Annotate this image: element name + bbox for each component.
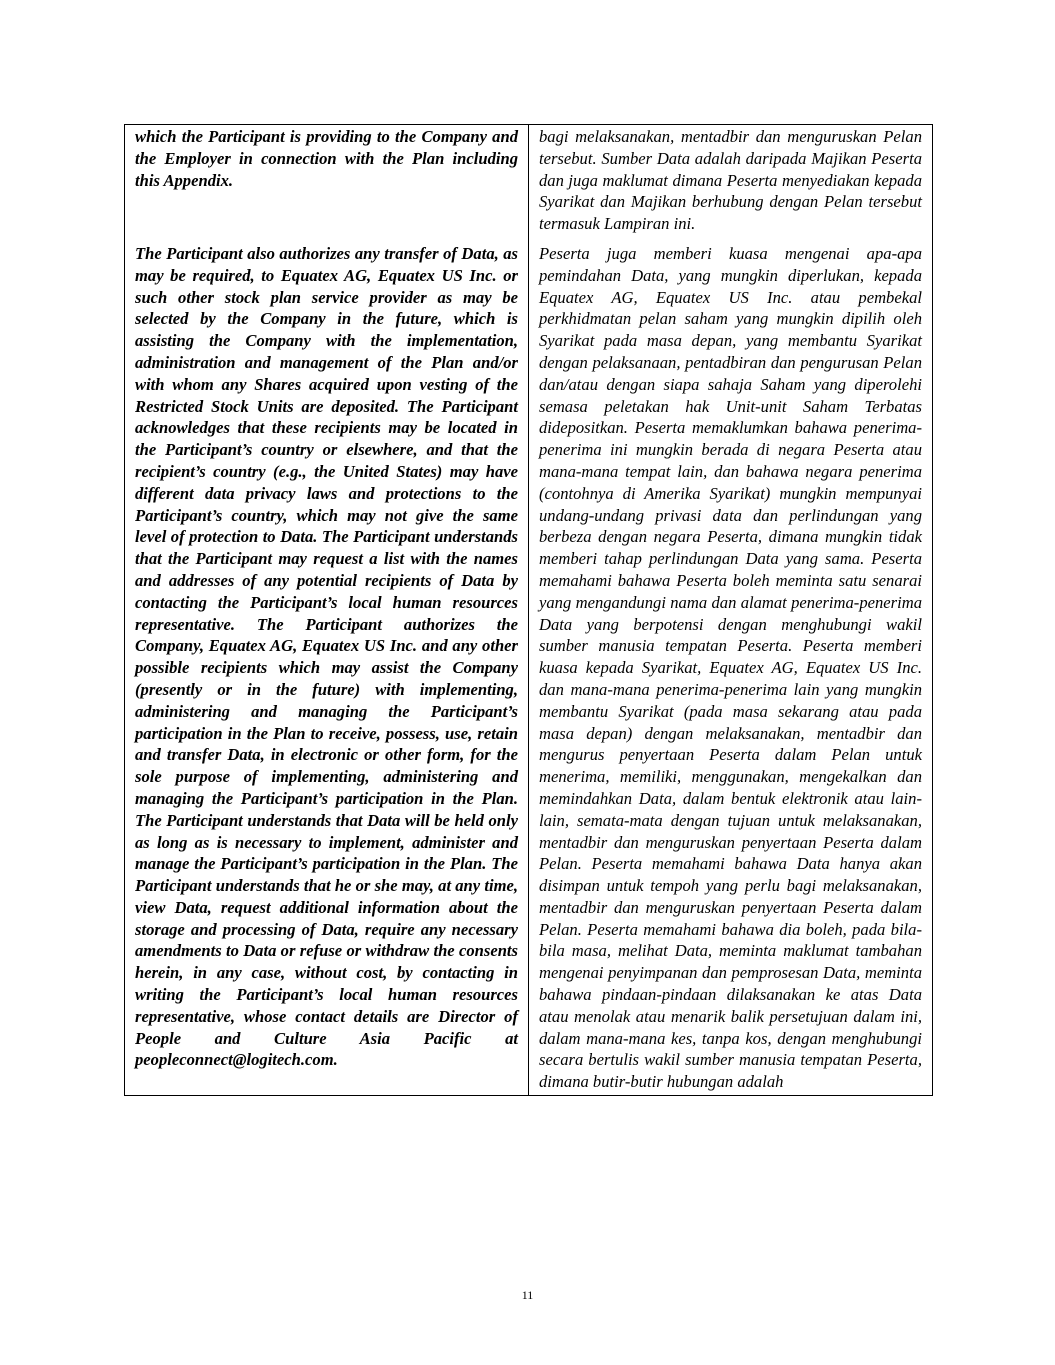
english-cell — [125, 125, 529, 243]
malay-cell — [529, 125, 933, 243]
malay-paragraph: Peserta juga memberi kuasa mengenai apa-apa pemindahan Data, yang mungkin diperlukan, kepada Equatex AG, Equatex US Inc. atau pembekal perkhidmatan pelan saham yang mungkin dipilih oleh Syarikat pada masa depan, yang membantu Syarikat dengan pelaksanaan, pentadbiran dan pengurusan Pelan dan/atau dengan siapa sahaja Saham yang diperolehi semasa peletakan hak Unit-unit Saham Terbatas didepositkan. Peserta memaklumkan bahawa penerima-penerima ini mungkin berada di negara Peserta atau mana-mana tempat lain, dan bahawa negara penerima (contohnya di Amerika Syarikat) mungkin mempunyai undang-undang privasi data dan perlindungan yang berbeza dengan negara Peserta, dimana mungkin tidak memberi tahap perlindungan Data yang sama. Peserta memahami bahawa Peserta boleh meminta satu senarai yang mengandungi nama dan alamat penerima-penerima Data yang berpotensi dengan menghubungi wakil sumber manusia tempatan Peserta. Peserta memberi kuasa kepada Syarikat, Equatex AG, Equatex US Inc. dan mana-mana penerima-penerima lain yang mungkin membantu Syarikat (pada masa sekarang atau pada masa depan) dengan melaksanakan, mentadbir dan mengurus penyertaan Peserta dalam Pelan untuk menerima, memiliki, menggunakan, mengekalkan dan memindahkan Data, dalam bentuk elektronik atau lain-lain, semata-mata dengan tujuan untuk melaksanakan, mentadbir dan menguruskan penyertaan Peserta dalam Pelan. Peserta memahami bahawa Data hanya akan disimpan untuk tempoh yang perlu bagi melaksanakan, mentadbir dan menguruskan penyertaan Peserta dalam Pelan. Peserta memahami bahawa dia boleh, pada bila-bila masa, melihat Data, meminta maklumat tambahan mengenai penyimpanan dan pemprosesan Data, meminta bahawa pindaan-pindaan dilaksanakan ke atas Data atau menolak atau menarik balik persetujuan dalam ini, dalam mana-mana kes, tanpa kos, dengan menghubungi secara bertulis wakil sumber manusia tempatan Peserta, dimana butir-butir hubungan adalah — [539, 243, 922, 1092]
table-row — [125, 125, 933, 243]
malay-cell — [529, 243, 933, 1096]
english-cell — [125, 243, 529, 1096]
malay-paragraph: bagi melaksanakan, mentadbir dan menguruskan Pelan tersebut. Sumber Data adalah daripada Majikan Peserta dan juga maklumat dimana Peserta menyediakan kepada Syarikat dan Majikan berhubung dengan Pelan tersebut termasuk Lampiran ini. — [539, 127, 922, 234]
english-paragraph: which the Participant is providing to the Company and the Employer in connection with the Plan including this Appendix. — [135, 127, 518, 190]
page-number: 11 — [521, 1288, 534, 1302]
table-row — [125, 243, 933, 1096]
bilingual-clause-table — [124, 124, 933, 1096]
english-paragraph: The Participant also authorizes any transfer of Data, as may be required, to Equatex AG, Equatex US Inc. or such other stock plan service provider as may be selected by the Company in the future, which is assisting the Company with the implementation, administration and management of the Plan and/or with whom any Shares acquired upon vesting of the Restricted Stock Units are deposited. The Participant acknowledges that these recipients may be located in the Participant’s country or elsewhere, and that the recipient’s country (e.g., the United States) may have different data privacy laws and protections to the Participant’s country, which may not give the same level of protection to Data. The Participant understands that the Participant may request a list with the names and addresses of any potential recipients of Data by contacting the Participant’s local human resources representative. The Participant authorizes the Company, Equatex AG, Equatex US Inc. and any other possible recipients which may assist the Company (presently or in the future) with implementing, administering and managing the Participant’s participation in the Plan to receive, possess, use, retain and transfer Data, in electronic or other form, for the sole purpose of implementing, administering and managing the Participant’s participation in the Plan. The Participant understands that Data will be held only as long as is necessary to implement, administer and manage the Participant’s participation in the Plan. The Participant understands that he or she may, at any time, view Data, request additional information about the storage and processing of Data, require any necessary amendments to Data or refuse or withdraw the consents herein, in any case, without cost, by contacting in writing the Participant’s local human resources representative, whose contact details are Director of People and Culture Asia Pacific at peopleconnect@logitech.com. — [135, 243, 518, 1070]
